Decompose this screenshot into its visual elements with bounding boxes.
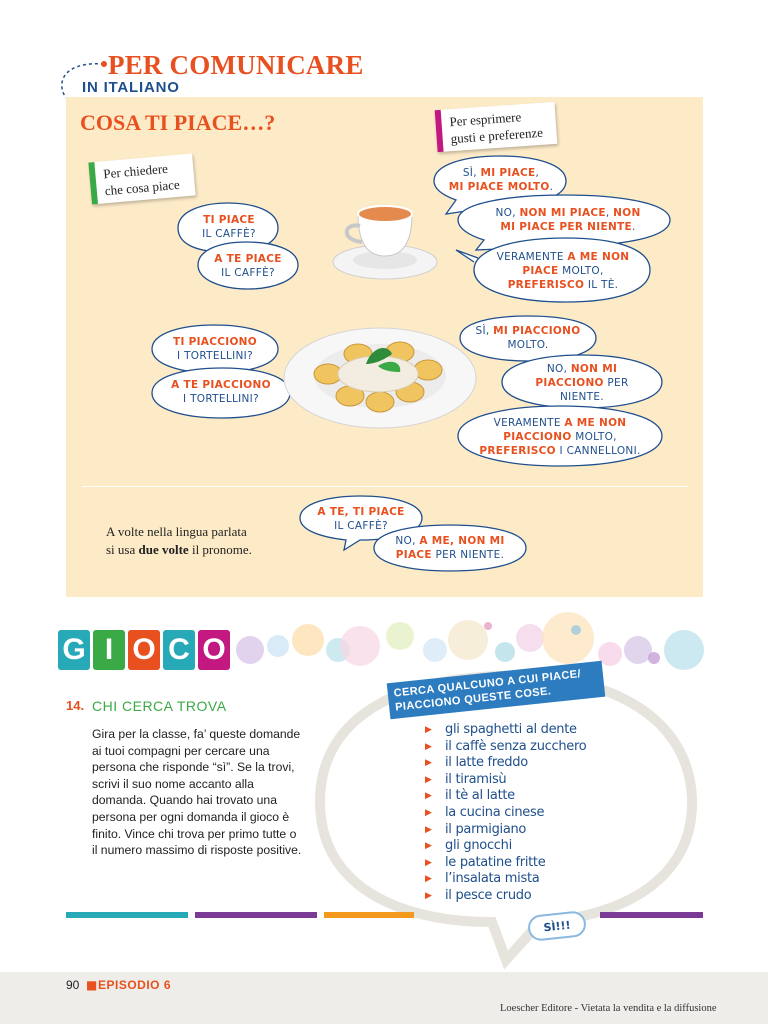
bubble-a6-p3: I CANNELLONI. xyxy=(555,445,641,457)
page-subtitle: IN ITALIANO xyxy=(82,79,180,96)
list-item xyxy=(425,772,586,789)
list-item-text: la cucina cinese xyxy=(445,804,545,820)
bubble-a3-p3: IL TÈ. xyxy=(584,279,619,291)
arrow-icon: ▶ xyxy=(425,841,432,852)
bubble-a2-p3: . xyxy=(631,221,636,233)
colorbar-orange xyxy=(324,912,414,918)
list-item-text: il caffè senza zucchero xyxy=(445,738,587,754)
game-items-list xyxy=(425,722,586,905)
bubble-q4-hl: A TE PIACCIONO xyxy=(171,379,271,391)
bubble-a7-p1: NO, xyxy=(395,535,420,547)
bubble-a4-hl1: MI PIACCIONO xyxy=(493,325,581,337)
bubble-a7-hl1: A ME, NON MI PIACE xyxy=(395,535,505,561)
arrow-icon: ▶ xyxy=(425,758,432,769)
list-item-text: il parmigiano xyxy=(445,821,527,837)
bubble-a5-p1: NO, xyxy=(546,363,571,375)
gioco-letter-g: G xyxy=(58,630,90,670)
list-item xyxy=(425,871,586,888)
arrow-icon: ▶ xyxy=(425,807,432,818)
bubble-a4-p1: SÌ, xyxy=(475,325,494,337)
gioco-letter-o2: O xyxy=(198,630,230,670)
list-item-text: il tè al latte xyxy=(445,788,515,804)
page-title: PER COMUNICARE xyxy=(108,50,364,80)
bubble-q2-rest: IL CAFFÈ? xyxy=(221,267,275,279)
list-item-text: le patatine fritte xyxy=(445,854,546,870)
bubble-a1-p3: . xyxy=(549,181,554,193)
pronoun-note xyxy=(106,523,252,559)
bubble-a3-hl1: A ME NON PIACE xyxy=(522,251,630,277)
bubble-q2-hl: A TE PIACE xyxy=(214,253,282,265)
bubble-q5-hl: A TE, TI PIACE xyxy=(317,506,405,518)
arrow-icon: ▶ xyxy=(425,725,432,735)
gioco-letter-i: I xyxy=(93,630,125,670)
list-item-text: il tiramisù xyxy=(445,771,507,787)
gioco-title xyxy=(58,630,230,670)
bubble-a7-p2: PER NIENTE. xyxy=(431,549,505,561)
list-item xyxy=(425,755,586,772)
exercise-number: 14. xyxy=(66,698,85,713)
list-item-text: il latte freddo xyxy=(445,755,528,771)
bubble-a2 xyxy=(488,206,648,234)
bubble-a6-hl2: PREFERISCO xyxy=(479,445,556,457)
list-item-text: gli spaghetti al dente xyxy=(445,722,577,737)
bubble-a5 xyxy=(524,362,640,404)
arrow-icon: ▶ xyxy=(425,824,432,835)
bubble-a2-p1: NO, xyxy=(495,207,520,219)
list-item xyxy=(425,838,586,855)
bubble-q3-rest: I TORTELLINI? xyxy=(177,350,253,362)
bubble-a6-hl1: A ME NON PIACCIONO xyxy=(503,417,627,443)
exercise-instructions: Gira per la classe, fa’ queste domande ai tuoi compagni per cercare una persona che risponde “sì”. Se la trovi, scrivi il suo nome accanto alla domanda. Quando hai trovato una persona per ogni domanda il gioco è finito. Vince chi trova per primo tutte o il numero massimo di risposte positive. xyxy=(92,727,302,858)
bubble-q5 xyxy=(306,505,416,533)
exercise-title: CHI CERCA TROVA xyxy=(92,698,227,714)
bubble-q3 xyxy=(156,335,274,363)
arrow-icon: ▶ xyxy=(425,890,432,901)
colorbar-purple-2 xyxy=(600,912,703,918)
coffee-cup-image xyxy=(330,196,440,286)
bubble-a3-hl2: PREFERISCO xyxy=(507,279,585,291)
bubble-q1-rest: IL CAFFÈ? xyxy=(202,228,256,240)
bubble-q1-hl: TI PIACE xyxy=(203,214,255,226)
arrow-icon: ▶ xyxy=(425,874,432,885)
bubble-a3 xyxy=(490,250,636,292)
list-item-text: gli gnocchi xyxy=(445,838,512,854)
bubble-a3-p2: MOLTO, xyxy=(558,265,604,277)
episode-label: EPISODIO 6 xyxy=(98,978,172,992)
bubble-a2-p2: , xyxy=(605,207,614,219)
bubble-a3-p1: VERAMENTE xyxy=(496,251,568,263)
publisher-notice: Loescher Editore - Vietata la vendita e la diffusione xyxy=(500,1003,717,1014)
bubble-a5-p2: PER NIENTE. xyxy=(560,377,629,403)
colorbar-teal xyxy=(66,912,188,918)
list-item xyxy=(425,888,586,905)
list-item xyxy=(425,722,586,739)
gioco-letter-o: O xyxy=(128,630,160,670)
list-item xyxy=(425,788,586,805)
bubble-a1-p1: SÌ, xyxy=(462,167,481,179)
pronoun-note-line1: A volte nella lingua parlata xyxy=(106,524,247,539)
game-tag: CERCA QUALCUNO A CUI PIACE/ PIACCIONO QUESTE COSE. xyxy=(387,661,606,719)
note-ask: Per chiedere che cosa piace xyxy=(88,154,195,205)
list-item xyxy=(425,855,586,872)
panel-divider xyxy=(82,486,688,487)
bubble-a6-p2: MOLTO, xyxy=(571,431,617,443)
section-title: COSA TI PIACE…? xyxy=(80,110,276,135)
list-item xyxy=(425,822,586,839)
bubble-a6 xyxy=(474,416,646,458)
list-item xyxy=(425,805,586,822)
bubble-a1-hl1: MI PIACE xyxy=(480,167,536,179)
bubble-a6-p1: VERAMENTE xyxy=(493,417,565,429)
pronoun-note-bold: due volte xyxy=(138,542,189,557)
arrow-icon: ▶ xyxy=(425,741,432,752)
bubble-a4 xyxy=(470,324,586,352)
bubble-q1 xyxy=(182,213,276,241)
bubble-a2-hl1: NON MI PIACE xyxy=(519,207,606,219)
gioco-letter-c: C xyxy=(163,630,195,670)
bubble-a7 xyxy=(386,534,514,562)
bubble-q3-hl: TI PIACCIONO xyxy=(172,336,257,348)
bubble-a1-p2: , xyxy=(535,167,540,179)
tortellini-plate-image xyxy=(280,324,480,432)
pronoun-note-p2: si usa xyxy=(106,542,139,557)
separator-dot-icon: ■ xyxy=(86,978,98,992)
bubble-q2 xyxy=(200,252,296,280)
colorbar-purple xyxy=(195,912,317,918)
bubble-a4-p2: MOLTO. xyxy=(507,339,549,351)
page-number: 90 xyxy=(66,978,80,992)
bubble-q5-rest: IL CAFFÈ? xyxy=(334,520,388,532)
bubble-a5-hl1: NON MI PIACCIONO xyxy=(535,363,618,389)
note-express: Per esprimere gusti e preferenze xyxy=(435,102,558,152)
si-badge: SÌ!!! xyxy=(527,910,587,942)
bubble-q4-rest: I TORTELLINI? xyxy=(183,393,259,405)
bubble-a2-hl2: NON MI PIACE PER NIENTE xyxy=(500,207,641,233)
arrow-icon: ▶ xyxy=(425,857,432,868)
pronoun-note-p3: il pronome. xyxy=(188,542,252,557)
list-item-text: il pesce crudo xyxy=(445,887,532,903)
bubble-a1-hl2: MI PIACE MOLTO xyxy=(448,181,550,193)
bubble-q4 xyxy=(158,378,284,406)
arrow-icon: ▶ xyxy=(425,774,432,785)
list-item xyxy=(425,739,586,756)
arrow-icon: ▶ xyxy=(425,791,432,802)
bubble-a1 xyxy=(438,166,564,194)
list-item-text: l’insalata mista xyxy=(445,871,540,887)
